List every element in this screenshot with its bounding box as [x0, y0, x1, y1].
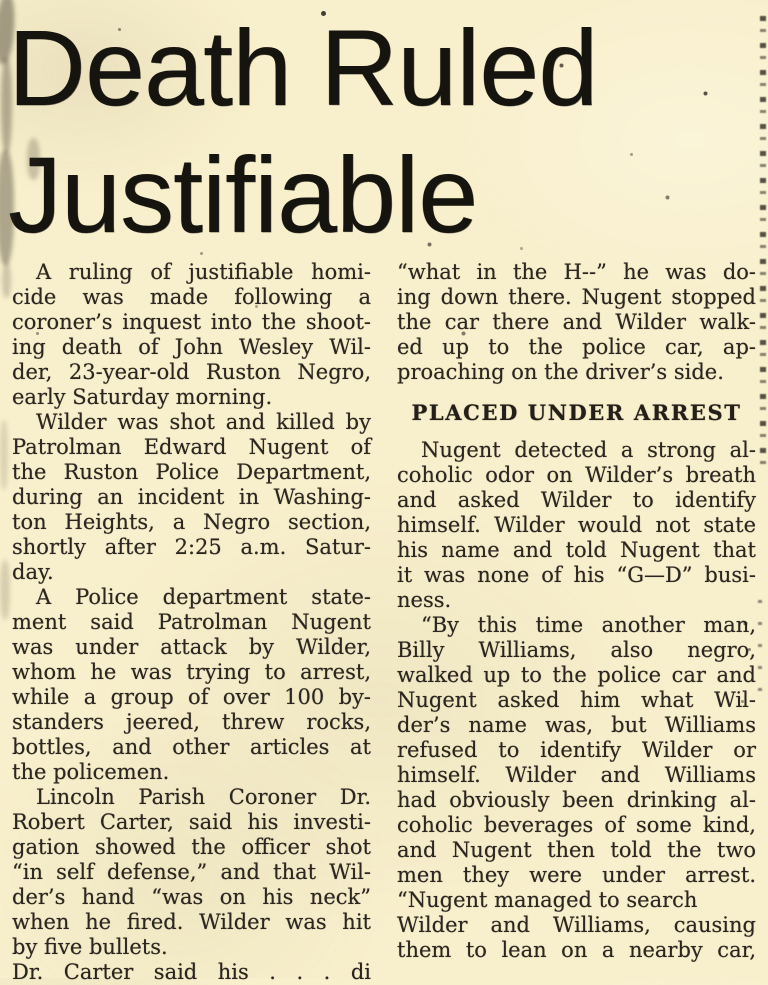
paragraph [12, 260, 371, 410]
body-text-line: “By this time another man, [421, 613, 756, 637]
body-text-line: day. [12, 560, 54, 584]
body-text-line: by five bullets. [12, 935, 168, 959]
body-text-line: while a group of over 100 by- [12, 685, 371, 709]
ink-smudge [0, 560, 10, 620]
headline-line1: Death Ruled [8, 7, 598, 128]
body-text-line: Billy Williams, also negro, [397, 638, 756, 662]
body-text-line: ment said Patrolman Nugent [12, 610, 371, 634]
body-text-line: “what in the H--” he was do- [397, 260, 756, 284]
section-subhead: PLACED UNDER ARREST [411, 400, 742, 425]
body-text-line: the Ruston Police Department, [12, 460, 371, 484]
body-text-line: ing death of John Wesley Wil- [12, 335, 371, 359]
body-text-line: the car there and Wilder walk- [397, 310, 756, 334]
body-text-line: gation showed the officer shot [12, 835, 371, 859]
paragraph [12, 585, 371, 785]
body-text-line: during an incident in Washing- [12, 485, 371, 509]
body-text-line: ness. [397, 588, 452, 612]
body-text-line: Patrolman Edward Nugent of [12, 435, 371, 459]
body-text-line: Wilder and Williams, causing [397, 913, 756, 937]
paragraph [397, 913, 756, 963]
body-text-line: der’s hand “was on his neck” [12, 885, 371, 909]
news-column-right [397, 260, 756, 971]
body-text-line: himself. Wilder would not state [397, 513, 756, 537]
ink-smudge [0, 150, 14, 265]
body-text-line: der, 23-year-old Ruston Negro, [12, 360, 371, 384]
body-text-line: “Nugent managed to search [397, 888, 698, 912]
body-text-line: when he fired. Wilder was hit [12, 910, 371, 934]
body-text-line: ton Heights, a Negro section, [12, 510, 371, 534]
adjacent-column-ink-marks [760, 16, 766, 468]
body-text-line: himself. Wilder and Williams [397, 763, 756, 787]
body-text-line: proaching on the driver’s side. [397, 360, 724, 384]
body-text-line: Wilder was shot and killed by [36, 410, 371, 434]
body-text-line: cide was made following a [12, 285, 371, 309]
body-text-line: walked up to the police car and [397, 663, 756, 687]
body-text-line: had obviously been drinking al- [397, 788, 756, 812]
paragraph [12, 410, 371, 585]
body-text-line: Lincoln Parish Coroner Dr. [36, 785, 371, 809]
paragraph [12, 785, 371, 960]
body-text-line: refused to identify Wilder or [397, 738, 756, 762]
body-text-line: whom he was trying to arrest, [12, 660, 371, 684]
body-text-line: Robert Carter, said his investi- [12, 810, 371, 834]
body-text-line: early Saturday morning. [12, 385, 273, 409]
clipped-text-line: Dr. Carter said his . . . di [12, 960, 371, 984]
body-text-line: men they were under arrest. [397, 863, 756, 887]
body-text-line: A Police department state- [36, 585, 371, 609]
article-body [12, 260, 756, 984]
ink-smudge [27, 138, 40, 180]
body-text-line: ing down there. Nugent stopped [397, 285, 756, 309]
body-text-line: and asked Wilder to identify [397, 488, 756, 512]
paper-specks [0, 0, 3, 3]
body-text-line: the policemen. [12, 760, 170, 784]
news-column-left [12, 260, 371, 984]
paragraph [397, 438, 756, 613]
paragraph [397, 613, 756, 913]
body-text-line: them to lean on a nearby car, [397, 938, 756, 962]
ink-smudge [1, 58, 12, 153]
body-text-line: was under attack by Wilder, [12, 635, 371, 659]
body-text-line: his name and told Nugent that [397, 538, 756, 562]
headline-line2: Justifiable [8, 134, 478, 255]
body-text-line: it was none of his “G—D” busi- [397, 563, 756, 587]
body-text-line: shortly after 2:25 a.m. Satur- [12, 535, 371, 559]
paragraph [397, 260, 756, 385]
body-text-line: coroner’s inquest into the shoot- [12, 310, 371, 334]
body-text-line: “in self defense,” and that Wil- [12, 860, 371, 884]
body-text-line: coholic beverages of some kind, [397, 813, 756, 837]
ink-smudge [0, 420, 8, 490]
body-text-line: der’s name was, but Williams [397, 713, 756, 737]
headline [8, 4, 597, 258]
body-text-line: coholic odor on Wilder’s breath [397, 463, 756, 487]
body-text-line: Nugent detected a strong al- [421, 438, 756, 462]
body-text-line: standers jeered, threw rocks, [12, 710, 371, 734]
body-text-line: bottles, and other articles at [12, 735, 371, 759]
adjacent-column-ink-marks [758, 600, 762, 710]
body-text-line: A ruling of justifiable homi- [36, 260, 371, 284]
body-text-line: and Nugent then told the two [397, 838, 756, 862]
body-text-line: Nugent asked him what Wil- [397, 688, 756, 712]
ink-smudge [2, 262, 11, 298]
body-text-line: ed up to the police car, ap- [397, 335, 756, 359]
